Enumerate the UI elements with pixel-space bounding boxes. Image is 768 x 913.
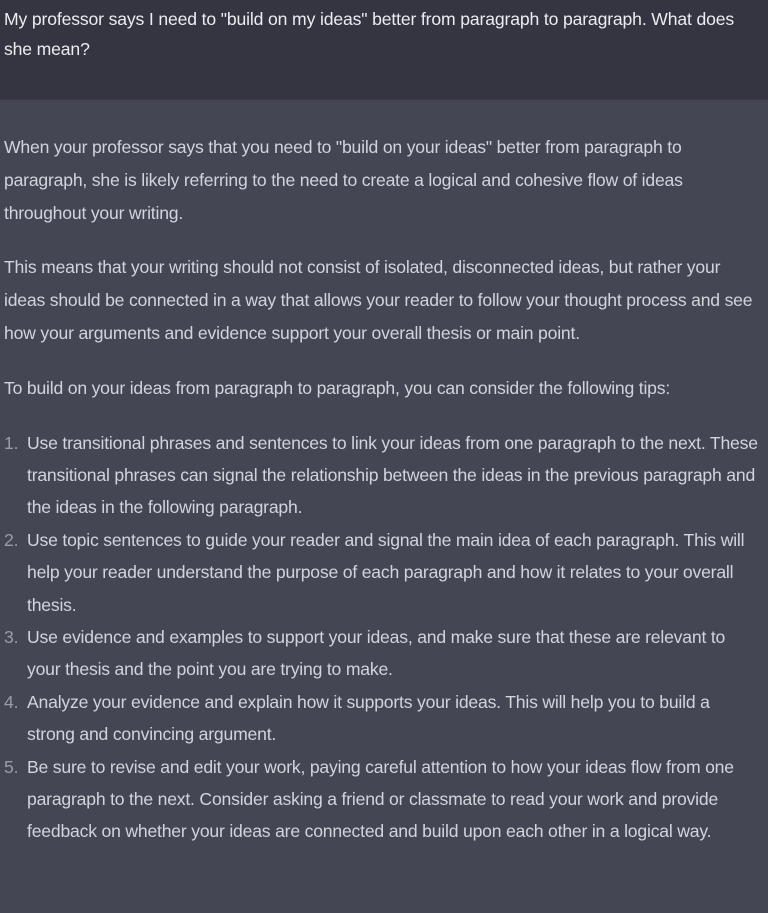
- assistant-paragraph: This means that your writing should not consist of isolated, disconnected ideas, but rather your ideas should be connected in a way that allows your reader to follow your thought process and see how your arguments and evidence support your overall thesis or main point.: [4, 257, 753, 343]
- list-item-text: Be sure to revise and edit your work, paying careful attention to how your ideas flow from one paragraph to the next. Consider asking a friend or classmate to read your work and provide feedback on whether your ideas are connected and build upon each other in a logical way.: [27, 756, 734, 842]
- list-item-number: 4.: [4, 691, 19, 712]
- list-item: [4, 524, 760, 621]
- list-item-text: Use evidence and examples to support your ideas, and make sure that these are relevant to your thesis and the point you are trying to make.: [27, 627, 726, 680]
- list-item-text: Analyze your evidence and explain how it supports your ideas. This will help you to build a strong and convincing argument.: [27, 691, 710, 745]
- list-item-text: Use transitional phrases and sentences to link your ideas from one paragraph to the next. These transitional phrases can signal the relationship between the ideas in the previous paragraph and the ideas in the following paragraph.: [27, 432, 758, 518]
- list-item-number: 2.: [4, 529, 19, 550]
- user-message: [0, 0, 768, 100]
- tips-list: [4, 427, 760, 848]
- assistant-paragraph: When your professor says that you need to "build on your ideas" better from paragraph to paragraph, she is likely referring to the need to create a logical and cohesive flow of ideas throughout your writing.: [4, 137, 683, 223]
- user-message-text: My professor says I need to "build on my ideas" better from paragraph to paragraph. What does she mean?: [4, 9, 735, 59]
- list-item: [4, 427, 760, 524]
- list-item-number: 5.: [4, 756, 19, 777]
- assistant-paragraph: To build on your ideas from paragraph to paragraph, you can consider the following tips:: [4, 377, 671, 398]
- list-item-number: 3.: [4, 627, 19, 648]
- assistant-message: [0, 100, 768, 848]
- list-item-text: Use topic sentences to guide your reader and signal the main idea of each paragraph. This will help your reader understand the purpose of each paragraph and how it relates to your overall thesis.: [27, 529, 745, 615]
- list-item: [4, 751, 760, 848]
- list-item: [4, 621, 760, 686]
- list-item-number: 1.: [4, 432, 19, 453]
- list-item: [4, 686, 760, 751]
